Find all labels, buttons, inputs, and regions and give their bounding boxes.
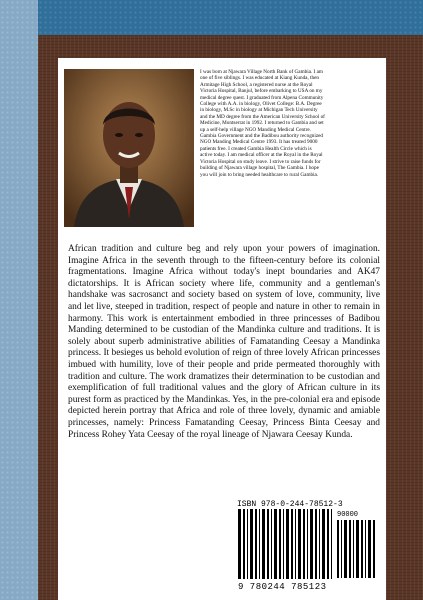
isbn-label: ISBN 978-0-244-78512-3 — [237, 500, 343, 509]
price-barcode — [337, 520, 375, 578]
author-photo — [64, 69, 194, 227]
author-biography: I was born at Njawara Village North Bank of Gambia. I am one of five siblings. I was educated at Kiang Kunda, then Armitage High School, a registered nurse at the Royal Victoria Hospital, Banjul, before embarking to USA on my medical degree quest. I graduated from Alpena Community College with A.A. in biology, Olivet College: B.A. Degree in biology, M.Sc in biology at Michigan Tech University and the MD degree from the American University School of Medicine, Montserrat in 1992. I returned to Gambia and set up a self-help village NGO Manding Medical Centre. Gambia Government and the Badibou authority recognized NGO Manding Medical Centre 1993. It has treated 9000 patients free. I created Gambia Health Circle which is active today. I am medical officer at the Royal in the Royal Victoria Hospital on study leave. I strive to raise funds for building of Njawara village hospital, The Gambia. I hope you will join to bring needed healthcare to rural Gambia. — [200, 69, 325, 178]
price-code: 90000 — [337, 511, 359, 519]
book-description: African tradition and culture beg and rely upon your powers of imagination. Imagine Africa in the seventh through to the fifteen-century before its colonial fragmentations. Imagine Africa without today's inept boundaries and AK47 dictatorships. It is African society where life, community and a gentleman's handshake was sacrosanct and society based on system of love, community, live and let live, steeped in tradition, respect of people and nature in other to remain in harmony. This work is entertainment embodied in three princesses of Badibou Manding determined to be custodian of the Mandinka culture and traditions. It is solely about superb administrative abilities of Famatanding Ceesay a Mandinka princess. It besieges us behold evolution of reign of three lovely African princesses imbued with humility, love of their people and pride permeated thoroughly with tradition and culture. The work dramatizes their determination to be custodian and exemplification of full traditional values and the glory of African culture in its purest form as practiced by the Mandinkas. Yes, in the pre-colonial era and episode depicted herein portray that Africa and role of three lovely, dynamic and amiable princesses, namely: Princess Famatanding Ceesay, Princess Binta Ceesay and Princess Rohey Yata Ceesay of the royal lineage of Njawara Ceesay Kunda. — [68, 244, 380, 440]
ean-digits: 9 780244 785123 — [238, 582, 327, 592]
top-blue-panel — [38, 0, 423, 35]
left-textured-band — [0, 0, 38, 600]
isbn-barcode — [238, 509, 334, 579]
